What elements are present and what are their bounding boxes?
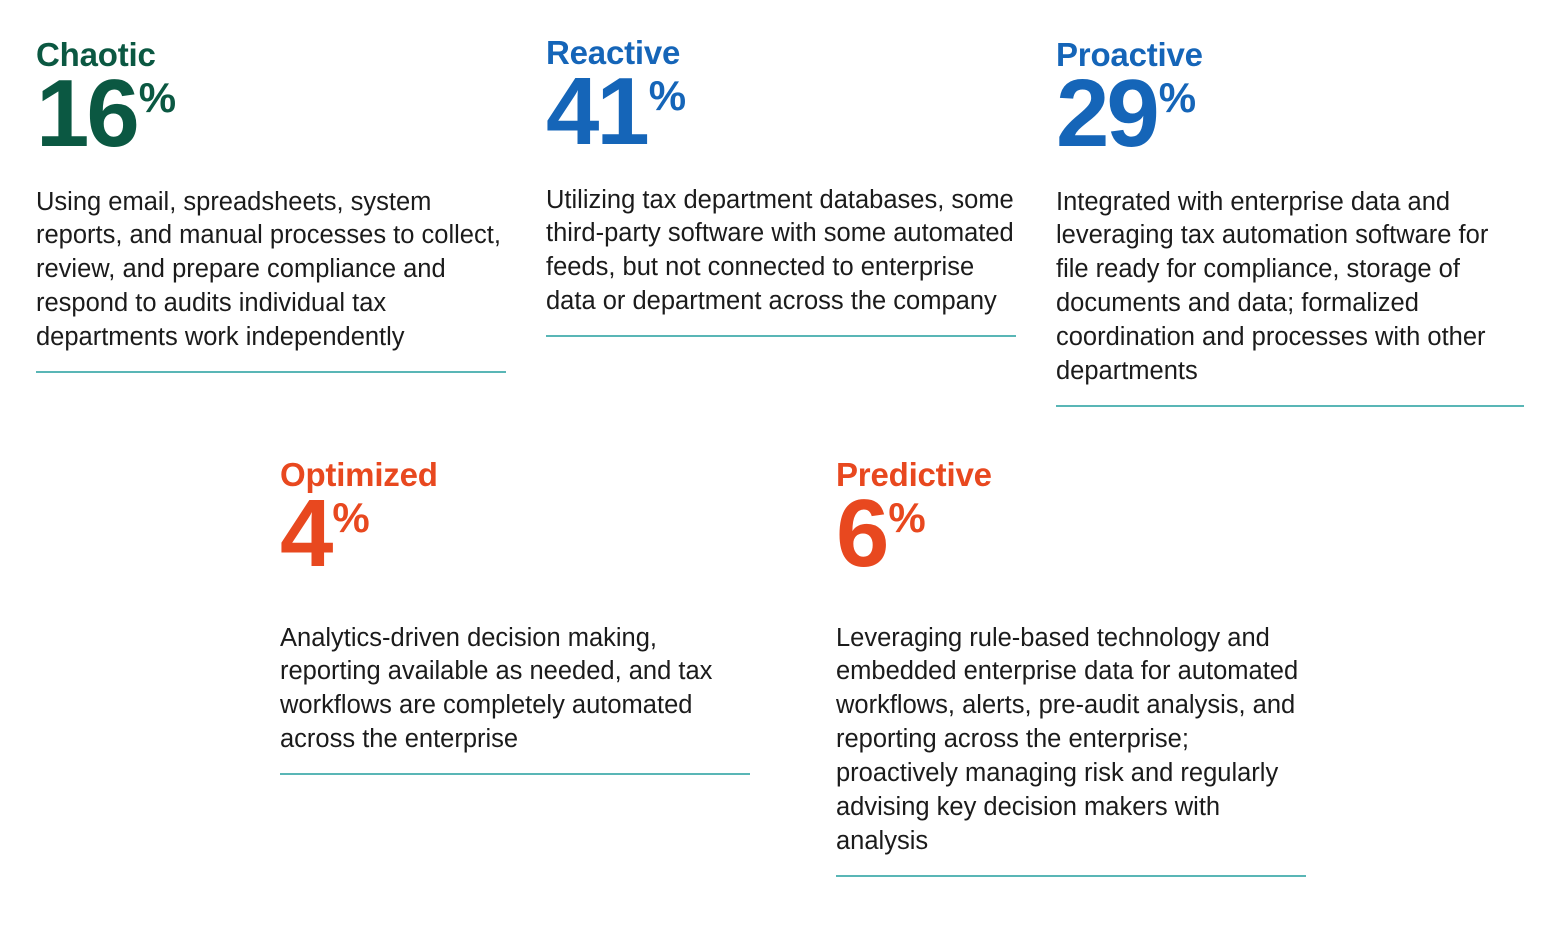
card-underline	[546, 335, 1016, 337]
spacer	[280, 576, 750, 622]
spacer	[1056, 389, 1524, 405]
spacer	[546, 319, 1016, 335]
spacer	[836, 576, 1306, 622]
card-underline	[1056, 405, 1524, 407]
spacer	[36, 355, 506, 371]
card-underline	[36, 371, 506, 373]
spacer	[836, 859, 1306, 875]
stat-percent-symbol: %	[332, 494, 369, 541]
stat-card-proactive	[1056, 38, 1524, 407]
stat-value-group	[280, 480, 750, 587]
stat-card-chaotic	[36, 38, 506, 373]
stat-percent-symbol: %	[1158, 74, 1196, 121]
card-underline	[836, 875, 1306, 877]
card-underline	[280, 773, 750, 775]
stat-percent-symbol: %	[138, 74, 176, 121]
stat-value-group	[546, 58, 1016, 165]
stat-number: 16	[36, 60, 137, 167]
stat-number: 4	[280, 480, 331, 587]
stat-percent-symbol: %	[888, 494, 925, 541]
stat-description: Using email, spreadsheets, system reports, and manual processes to collect, review, and prepare compliance and respond to audits individual tax departments work independently	[36, 187, 501, 352]
stat-card-reactive	[546, 36, 1016, 337]
stat-value-group	[836, 480, 1306, 587]
spacer	[280, 757, 750, 773]
stat-percent-symbol: %	[648, 72, 686, 119]
stat-number: 41	[546, 58, 647, 165]
stat-value-group	[36, 60, 506, 167]
stat-card-label: Optimized	[280, 456, 438, 493]
stat-number: 6	[836, 480, 887, 587]
stat-description: Leveraging rule-based technology and embedded enterprise data for automated workflows, alerts, pre-audit analysis, and reporting across the enterprise; proactively managing risk and regularly advising key decision makers with analysis	[836, 623, 1299, 855]
stat-card-label: Reactive	[546, 34, 681, 71]
stat-card-label: Chaotic	[36, 36, 156, 73]
stat-card-label: Predictive	[836, 456, 992, 493]
stat-card-label: Proactive	[1056, 36, 1203, 73]
stat-value-group	[1056, 60, 1524, 167]
stat-number: 29	[1056, 60, 1157, 167]
stat-description: Utilizing tax department databases, some third-party software with some automated feeds, but not connected to enterprise data or department across the company	[546, 185, 1014, 316]
stat-card-optimized	[280, 458, 750, 775]
stat-description: Integrated with enterprise data and leveraging tax automation software for file ready for compliance, storage of documents and data; formalized coordination and processes with other departments	[1056, 187, 1489, 386]
stat-card-predictive	[836, 458, 1306, 877]
stat-description: Analytics-driven decision making, reporting available as needed, and tax workflows are completely automated across the enterprise	[280, 623, 713, 754]
